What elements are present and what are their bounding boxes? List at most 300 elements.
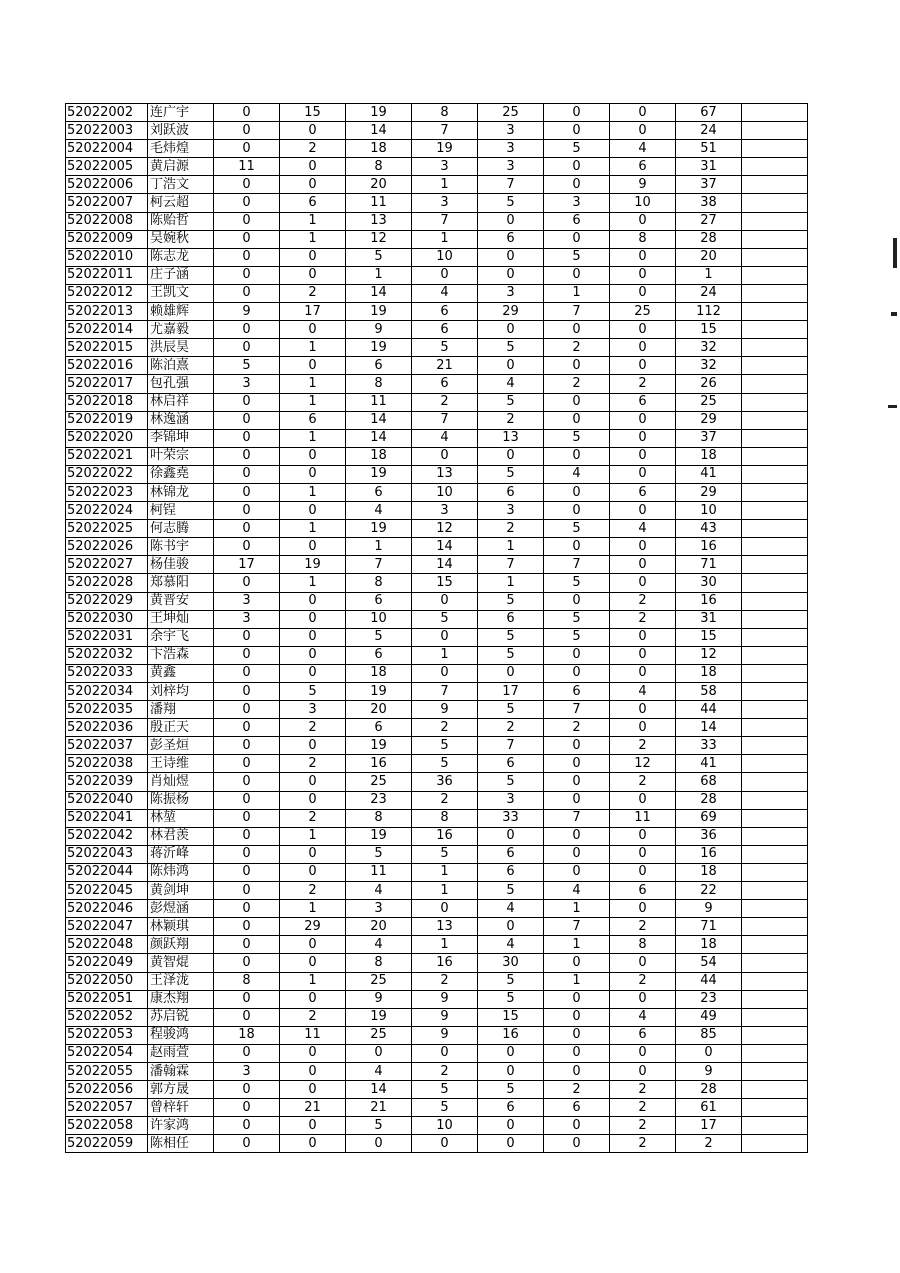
score-cell: 41	[676, 465, 742, 483]
score-cell: 0	[544, 158, 610, 176]
score-cell: 6	[412, 303, 478, 321]
score-cell: 9	[346, 990, 412, 1008]
table-row	[66, 176, 808, 194]
score-cell	[742, 900, 808, 918]
score-cell: 0	[346, 1044, 412, 1062]
student-id-cell: 52022003	[66, 122, 148, 140]
score-cell: 1	[412, 936, 478, 954]
score-cell: 6	[478, 863, 544, 881]
student-id-cell: 52022040	[66, 791, 148, 809]
score-cell: 1	[280, 827, 346, 845]
score-cell: 1	[478, 538, 544, 556]
score-cell: 2	[412, 972, 478, 990]
score-cell: 0	[214, 1099, 280, 1117]
score-cell: 0	[544, 411, 610, 429]
table-row	[66, 303, 808, 321]
score-cell: 0	[214, 683, 280, 701]
score-cell: 0	[544, 1117, 610, 1135]
student-name-cell: 林君羡	[148, 827, 214, 845]
table-row	[66, 447, 808, 465]
score-cell: 25	[478, 104, 544, 122]
student-id-cell: 52022037	[66, 737, 148, 755]
table-row	[66, 574, 808, 592]
score-cell: 1	[412, 176, 478, 194]
score-cell: 85	[676, 1026, 742, 1044]
score-cell: 16	[676, 592, 742, 610]
table-row	[66, 1044, 808, 1062]
table-row	[66, 972, 808, 990]
score-cell: 19	[346, 303, 412, 321]
score-cell: 0	[544, 176, 610, 194]
score-cell: 0	[214, 863, 280, 881]
score-cell: 4	[610, 1008, 676, 1026]
score-cell: 1	[346, 266, 412, 284]
score-cell: 0	[610, 429, 676, 447]
score-cell: 0	[214, 719, 280, 737]
table-row	[66, 1099, 808, 1117]
score-cell: 6	[610, 393, 676, 411]
student-name-cell: 陈贻哲	[148, 212, 214, 230]
score-cell: 2	[412, 719, 478, 737]
score-cell: 3	[214, 610, 280, 628]
score-cell: 44	[676, 972, 742, 990]
score-cell	[742, 664, 808, 682]
score-cell	[742, 918, 808, 936]
score-cell: 0	[280, 357, 346, 375]
student-id-cell: 52022030	[66, 610, 148, 628]
score-cell: 0	[478, 357, 544, 375]
score-cell: 0	[610, 284, 676, 302]
score-cell: 0	[280, 954, 346, 972]
score-cell	[742, 827, 808, 845]
scan-artifact	[888, 405, 897, 408]
table-row	[66, 1135, 808, 1153]
score-cell: 0	[544, 755, 610, 773]
score-cell: 32	[676, 357, 742, 375]
score-cell: 32	[676, 339, 742, 357]
score-cell: 20	[346, 701, 412, 719]
student-name-cell: 黄智焜	[148, 954, 214, 972]
score-cell	[742, 194, 808, 212]
student-name-cell: 林逸涵	[148, 411, 214, 429]
score-cell	[742, 447, 808, 465]
score-cell: 6	[478, 610, 544, 628]
score-cell: 31	[676, 610, 742, 628]
score-cell: 14	[346, 429, 412, 447]
score-cell: 2	[610, 1081, 676, 1099]
score-cell: 0	[280, 936, 346, 954]
score-cell: 13	[478, 429, 544, 447]
student-name-cell: 王坤灿	[148, 610, 214, 628]
score-cell: 12	[610, 755, 676, 773]
score-cell: 5	[346, 628, 412, 646]
score-cell: 5	[544, 429, 610, 447]
student-name-cell: 何志腾	[148, 520, 214, 538]
score-cell: 0	[478, 321, 544, 339]
score-cell: 69	[676, 809, 742, 827]
score-cell: 4	[478, 936, 544, 954]
score-cell	[742, 266, 808, 284]
score-cell: 0	[214, 538, 280, 556]
student-id-cell: 52022007	[66, 194, 148, 212]
score-cell: 7	[544, 303, 610, 321]
score-cell: 0	[544, 230, 610, 248]
table-row	[66, 773, 808, 791]
score-cell: 0	[544, 321, 610, 339]
score-cell: 0	[214, 140, 280, 158]
score-cell: 22	[676, 882, 742, 900]
score-cell: 2	[478, 411, 544, 429]
score-cell	[742, 520, 808, 538]
score-cell: 18	[214, 1026, 280, 1044]
score-cell: 0	[280, 158, 346, 176]
score-cell	[742, 737, 808, 755]
score-cell: 16	[346, 755, 412, 773]
score-cell: 1	[280, 972, 346, 990]
table-row	[66, 194, 808, 212]
student-name-cell: 殷正天	[148, 719, 214, 737]
score-cell	[742, 1008, 808, 1026]
score-cell: 5	[478, 1081, 544, 1099]
score-cell: 0	[478, 266, 544, 284]
student-id-cell: 52022006	[66, 176, 148, 194]
score-cell: 0	[280, 845, 346, 863]
score-cell: 4	[544, 465, 610, 483]
score-cell: 71	[676, 556, 742, 574]
score-cell	[742, 538, 808, 556]
student-name-cell: 陈炜鸿	[148, 863, 214, 881]
table-row	[66, 321, 808, 339]
score-cell	[742, 936, 808, 954]
score-cell: 18	[346, 447, 412, 465]
student-name-cell: 王诗维	[148, 755, 214, 773]
student-id-cell: 52022027	[66, 556, 148, 574]
score-cell: 0	[214, 845, 280, 863]
score-cell: 0	[544, 393, 610, 411]
score-cell	[742, 574, 808, 592]
score-cell	[742, 683, 808, 701]
score-cell	[742, 1062, 808, 1080]
score-cell: 0	[478, 248, 544, 266]
score-cell: 2	[610, 592, 676, 610]
score-cell: 0	[544, 954, 610, 972]
score-cell: 0	[214, 737, 280, 755]
score-cell: 5	[478, 972, 544, 990]
score-cell: 0	[214, 465, 280, 483]
score-cell: 0	[478, 1044, 544, 1062]
student-id-cell: 52022049	[66, 954, 148, 972]
score-cell: 21	[280, 1099, 346, 1117]
student-name-cell: 李锦坤	[148, 429, 214, 447]
student-id-cell: 52022046	[66, 900, 148, 918]
table-row	[66, 646, 808, 664]
score-cell: 0	[412, 592, 478, 610]
score-cell: 0	[280, 1117, 346, 1135]
score-cell: 0	[544, 863, 610, 881]
score-cell: 25	[346, 972, 412, 990]
student-id-cell: 52022021	[66, 447, 148, 465]
score-cell: 29	[478, 303, 544, 321]
student-id-cell: 52022056	[66, 1081, 148, 1099]
score-cell: 0	[214, 954, 280, 972]
score-cell	[742, 755, 808, 773]
student-id-cell: 52022017	[66, 375, 148, 393]
score-cell: 1	[412, 882, 478, 900]
score-cell: 44	[676, 701, 742, 719]
table-row	[66, 339, 808, 357]
score-cell: 5	[478, 628, 544, 646]
score-cell: 36	[412, 773, 478, 791]
score-cell: 0	[610, 357, 676, 375]
score-cell: 2	[610, 1135, 676, 1153]
score-cell: 3	[214, 592, 280, 610]
score-cell: 0	[280, 538, 346, 556]
score-cell: 4	[346, 882, 412, 900]
score-cell: 5	[544, 628, 610, 646]
score-cell: 4	[478, 900, 544, 918]
score-cell: 5	[346, 1117, 412, 1135]
score-cell	[742, 429, 808, 447]
score-cell: 0	[544, 1008, 610, 1026]
student-name-cell: 林启祥	[148, 393, 214, 411]
table-row	[66, 1008, 808, 1026]
score-cell: 0	[478, 447, 544, 465]
score-cell: 0	[544, 592, 610, 610]
score-cell: 5	[478, 465, 544, 483]
score-cell: 9	[412, 701, 478, 719]
score-cell: 0	[610, 664, 676, 682]
score-cell: 5	[478, 773, 544, 791]
table-row	[66, 918, 808, 936]
score-cell: 0	[280, 990, 346, 1008]
score-cell: 0	[214, 773, 280, 791]
student-name-cell: 连广宇	[148, 104, 214, 122]
score-cell	[742, 1135, 808, 1153]
student-name-cell: 苏启锐	[148, 1008, 214, 1026]
table-row	[66, 592, 808, 610]
score-cell	[742, 375, 808, 393]
score-cell: 68	[676, 773, 742, 791]
score-cell: 10	[412, 248, 478, 266]
student-name-cell: 王凯文	[148, 284, 214, 302]
score-cell: 2	[280, 140, 346, 158]
score-cell	[742, 393, 808, 411]
score-cell: 2	[610, 1117, 676, 1135]
student-id-cell: 52022014	[66, 321, 148, 339]
score-cell: 1	[412, 646, 478, 664]
student-name-cell: 陈书宇	[148, 538, 214, 556]
score-cell: 0	[280, 1135, 346, 1153]
score-cell: 0	[214, 791, 280, 809]
table-row	[66, 483, 808, 501]
score-cell: 5	[412, 845, 478, 863]
score-cell: 9	[676, 1062, 742, 1080]
score-cell: 30	[478, 954, 544, 972]
score-cell: 0	[610, 646, 676, 664]
score-cell: 0	[412, 447, 478, 465]
score-cell: 0	[544, 646, 610, 664]
score-cell: 0	[214, 646, 280, 664]
student-id-cell: 52022005	[66, 158, 148, 176]
student-id-cell: 52022016	[66, 357, 148, 375]
score-cell	[742, 809, 808, 827]
score-cell: 13	[412, 918, 478, 936]
table-row	[66, 900, 808, 918]
score-cell: 6	[544, 1099, 610, 1117]
score-cell: 15	[478, 1008, 544, 1026]
score-cell: 6	[412, 375, 478, 393]
score-cell: 0	[412, 266, 478, 284]
student-name-cell: 潘翰霖	[148, 1062, 214, 1080]
score-cell: 3	[412, 194, 478, 212]
score-cell: 3	[544, 194, 610, 212]
score-cell	[742, 628, 808, 646]
student-name-cell: 丁浩文	[148, 176, 214, 194]
table-row	[66, 465, 808, 483]
score-cell: 5	[412, 755, 478, 773]
student-id-cell: 52022023	[66, 483, 148, 501]
score-cell: 2	[610, 610, 676, 628]
score-cell: 36	[676, 827, 742, 845]
score-cell: 3	[214, 1062, 280, 1080]
score-cell: 0	[610, 104, 676, 122]
score-cell: 0	[280, 737, 346, 755]
student-name-cell: 黄剑坤	[148, 882, 214, 900]
table-row	[66, 122, 808, 140]
score-cell: 0	[280, 266, 346, 284]
score-cell: 0	[478, 1062, 544, 1080]
student-id-cell: 52022043	[66, 845, 148, 863]
score-cell: 1	[280, 339, 346, 357]
score-cell: 6	[412, 321, 478, 339]
table-row	[66, 1117, 808, 1135]
student-name-cell: 毛炜煌	[148, 140, 214, 158]
score-cell: 3	[412, 502, 478, 520]
score-cell: 27	[676, 212, 742, 230]
score-cell: 1	[280, 393, 346, 411]
score-cell: 43	[676, 520, 742, 538]
score-cell: 26	[676, 375, 742, 393]
table-row	[66, 990, 808, 1008]
score-cell: 3	[478, 284, 544, 302]
score-cell: 19	[412, 140, 478, 158]
table-row	[66, 502, 808, 520]
score-cell: 0	[214, 918, 280, 936]
score-cell: 0	[280, 447, 346, 465]
score-cell: 61	[676, 1099, 742, 1117]
score-cell: 15	[676, 628, 742, 646]
score-cell: 5	[346, 248, 412, 266]
student-id-cell: 52022034	[66, 683, 148, 701]
table-row	[66, 284, 808, 302]
score-cell: 4	[412, 429, 478, 447]
score-cell: 0	[214, 447, 280, 465]
student-name-cell: 黄启源	[148, 158, 214, 176]
score-cell: 5	[478, 701, 544, 719]
student-name-cell: 庄子涵	[148, 266, 214, 284]
student-name-cell: 康杰翔	[148, 990, 214, 1008]
score-cell: 15	[412, 574, 478, 592]
score-cell: 0	[214, 429, 280, 447]
score-cell: 0	[214, 628, 280, 646]
score-cell: 1	[280, 230, 346, 248]
score-cell: 3	[412, 158, 478, 176]
score-cell: 0	[280, 628, 346, 646]
score-cell: 6	[610, 483, 676, 501]
table-row	[66, 791, 808, 809]
student-name-cell: 叶荣宗	[148, 447, 214, 465]
score-cell: 0	[610, 1062, 676, 1080]
score-cell: 0	[280, 248, 346, 266]
score-cell: 5	[214, 357, 280, 375]
student-id-cell: 52022042	[66, 827, 148, 845]
score-cell: 0	[280, 863, 346, 881]
score-cell: 38	[676, 194, 742, 212]
student-name-cell: 尤嘉毅	[148, 321, 214, 339]
table-row	[66, 882, 808, 900]
score-cell: 6	[280, 411, 346, 429]
score-cell: 37	[676, 176, 742, 194]
student-name-cell: 蒋沂峰	[148, 845, 214, 863]
score-cell: 0	[676, 1044, 742, 1062]
score-cell	[742, 556, 808, 574]
student-id-cell: 52022012	[66, 284, 148, 302]
score-cell	[742, 357, 808, 375]
table-row	[66, 737, 808, 755]
score-cell: 15	[280, 104, 346, 122]
score-cell: 1	[280, 574, 346, 592]
student-id-cell: 52022019	[66, 411, 148, 429]
score-cell: 0	[610, 212, 676, 230]
score-cell: 0	[610, 791, 676, 809]
table-row	[66, 863, 808, 881]
score-cell: 17	[280, 303, 346, 321]
score-cell: 0	[478, 827, 544, 845]
score-cell: 18	[346, 664, 412, 682]
score-cell: 7	[478, 176, 544, 194]
score-cell: 30	[676, 574, 742, 592]
score-cell: 20	[346, 176, 412, 194]
score-cell	[742, 646, 808, 664]
score-cell: 6	[478, 755, 544, 773]
score-cell: 13	[346, 212, 412, 230]
score-cell	[742, 339, 808, 357]
score-cell: 3	[478, 791, 544, 809]
student-id-cell: 52022004	[66, 140, 148, 158]
score-cell: 11	[346, 863, 412, 881]
score-cell	[742, 212, 808, 230]
score-cell: 19	[346, 827, 412, 845]
score-cell: 2	[610, 375, 676, 393]
score-cell: 0	[478, 918, 544, 936]
student-name-cell: 余宇飞	[148, 628, 214, 646]
score-cell: 3	[280, 701, 346, 719]
score-cell: 0	[214, 104, 280, 122]
score-cell: 7	[544, 918, 610, 936]
student-name-cell: 陈振杨	[148, 791, 214, 809]
score-cell: 0	[544, 664, 610, 682]
score-cell: 6	[280, 194, 346, 212]
scan-artifact	[893, 238, 897, 268]
student-name-cell: 黄晋安	[148, 592, 214, 610]
score-cell: 0	[214, 176, 280, 194]
score-cell: 0	[280, 1062, 346, 1080]
score-cell: 6	[346, 357, 412, 375]
table-row	[66, 375, 808, 393]
score-cell: 0	[214, 411, 280, 429]
score-cell: 6	[544, 212, 610, 230]
student-id-cell: 52022033	[66, 664, 148, 682]
